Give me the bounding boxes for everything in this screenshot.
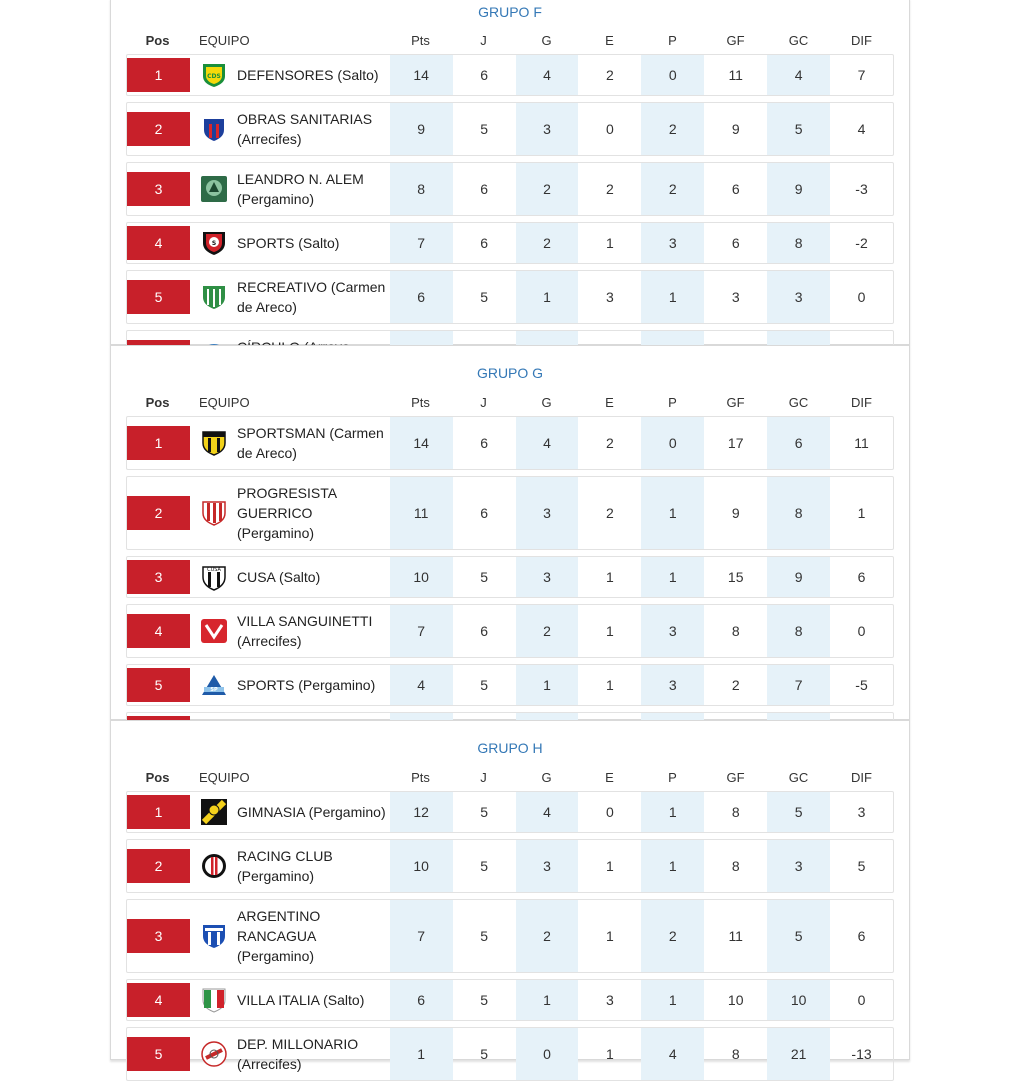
stat-dif: 0 bbox=[857, 992, 866, 1008]
header-j: J bbox=[480, 32, 487, 48]
stat-j: 6 bbox=[480, 623, 488, 639]
stat-e: 2 bbox=[606, 67, 614, 83]
stat-pts: 4 bbox=[390, 665, 453, 705]
header-team: EQUIPO bbox=[199, 769, 250, 785]
position-cell bbox=[127, 557, 190, 597]
stat-gf: 8 bbox=[731, 1046, 740, 1062]
stat-gc: 8 bbox=[767, 477, 830, 549]
team-name: VILLA SANGUINETTI (Arrecifes) bbox=[237, 613, 373, 649]
position-badge: 4 bbox=[127, 226, 190, 260]
stat-p: 0 bbox=[641, 417, 704, 469]
stat-gf: 3 bbox=[731, 289, 740, 305]
position-badge: 5 bbox=[127, 280, 190, 314]
stat-p: 2 bbox=[641, 900, 704, 972]
table-row[interactable] bbox=[126, 162, 894, 216]
stat-e: 2 bbox=[606, 435, 614, 451]
table-header bbox=[126, 763, 894, 791]
group-title: GRUPO H bbox=[477, 740, 543, 756]
racing-crest-icon bbox=[200, 852, 228, 880]
header-pos: Pos bbox=[145, 769, 170, 785]
header-j: J bbox=[480, 769, 487, 785]
standings-rows bbox=[111, 54, 909, 384]
stat-gf: 8 bbox=[731, 623, 740, 639]
header-dif: DIF bbox=[851, 769, 872, 785]
header-pos: Pos bbox=[145, 394, 170, 410]
villa-italia-crest-icon bbox=[200, 986, 228, 1014]
stat-p: 2 bbox=[641, 103, 704, 155]
position-badge: 2 bbox=[127, 496, 190, 530]
stat-j: 5 bbox=[480, 992, 488, 1008]
stat-e: 2 bbox=[606, 505, 614, 521]
header-gf: GF bbox=[726, 32, 745, 48]
svg-text:CDS: CDS bbox=[207, 73, 221, 80]
stat-gc: 7 bbox=[767, 665, 830, 705]
stat-gc: 5 bbox=[767, 792, 830, 832]
stat-p: 2 bbox=[641, 163, 704, 215]
stat-p: 1 bbox=[641, 271, 704, 323]
team-name: LEANDRO N. ALEM (Pergamino) bbox=[237, 171, 364, 207]
position-cell bbox=[127, 477, 190, 549]
stat-gc: 3 bbox=[767, 271, 830, 323]
stat-gf: 9 bbox=[731, 505, 740, 521]
stat-pts: 7 bbox=[390, 605, 453, 657]
stat-g: 1 bbox=[516, 271, 579, 323]
header-g: G bbox=[541, 769, 552, 785]
table-row[interactable] bbox=[126, 54, 894, 96]
stat-e: 3 bbox=[606, 992, 614, 1008]
stat-dif: 6 bbox=[857, 569, 866, 585]
recreativo-crest-icon bbox=[200, 283, 228, 311]
stat-gc: 5 bbox=[767, 900, 830, 972]
position-cell bbox=[127, 271, 190, 323]
stat-gc: 3 bbox=[767, 840, 830, 892]
stat-pts: 14 bbox=[390, 417, 453, 469]
stat-gc: 10 bbox=[767, 980, 830, 1020]
stat-g: 3 bbox=[516, 103, 579, 155]
stat-g: 3 bbox=[516, 477, 579, 549]
stat-gc: 21 bbox=[767, 1028, 830, 1080]
table-header bbox=[126, 388, 894, 416]
header-team: EQUIPO bbox=[199, 394, 250, 410]
position-badge: 3 bbox=[127, 919, 190, 953]
header-g: G bbox=[541, 394, 552, 410]
argentino-rancagua-crest-icon bbox=[200, 922, 228, 950]
position-badge: 1 bbox=[127, 58, 190, 92]
team-name: OBRAS SANITARIAS (Arrecifes) bbox=[237, 111, 373, 147]
stat-gf: 17 bbox=[727, 435, 744, 451]
table-header bbox=[126, 26, 894, 54]
stat-j: 6 bbox=[480, 181, 488, 197]
team-cell bbox=[190, 103, 390, 155]
stat-gc: 9 bbox=[767, 557, 830, 597]
stat-e: 1 bbox=[606, 569, 614, 585]
stat-p: 1 bbox=[641, 792, 704, 832]
stat-gf: 8 bbox=[731, 804, 740, 820]
position-badge: 1 bbox=[127, 426, 190, 460]
stat-j: 5 bbox=[480, 804, 488, 820]
position-badge: 3 bbox=[127, 172, 190, 206]
stat-p: 3 bbox=[641, 605, 704, 657]
leandro-alem-crest-icon bbox=[200, 175, 228, 203]
stat-gf: 11 bbox=[728, 928, 743, 944]
stat-e: 0 bbox=[606, 804, 614, 820]
group-card-grupo-g bbox=[110, 345, 910, 720]
stat-dif: 3 bbox=[857, 804, 866, 820]
header-pts: Pts bbox=[411, 32, 430, 48]
table-row[interactable] bbox=[126, 664, 894, 706]
sports-salto-crest-icon bbox=[200, 229, 228, 257]
table-row[interactable] bbox=[126, 270, 894, 324]
header-gf: GF bbox=[726, 394, 745, 410]
svg-text:S: S bbox=[211, 240, 217, 247]
team-cell bbox=[190, 605, 390, 657]
position-cell bbox=[127, 605, 190, 657]
stat-pts: 12 bbox=[390, 792, 453, 832]
stat-p: 4 bbox=[641, 1028, 704, 1080]
team-cell bbox=[190, 55, 390, 95]
stat-e: 3 bbox=[606, 289, 614, 305]
table-row[interactable] bbox=[126, 604, 894, 658]
group-card-grupo-h bbox=[110, 720, 910, 1072]
stat-p: 3 bbox=[641, 223, 704, 263]
stat-gf: 2 bbox=[731, 677, 740, 693]
stat-pts: 10 bbox=[390, 557, 453, 597]
header-team: EQUIPO bbox=[199, 32, 250, 48]
position-badge: 2 bbox=[127, 849, 190, 883]
position-cell bbox=[127, 980, 190, 1020]
team-cell bbox=[190, 271, 390, 323]
stat-j: 6 bbox=[480, 235, 488, 251]
sports-pergamino-crest-icon bbox=[200, 671, 228, 699]
stat-j: 6 bbox=[480, 505, 488, 521]
stat-e: 2 bbox=[606, 181, 614, 197]
stat-g: 2 bbox=[516, 900, 579, 972]
stat-dif: 0 bbox=[857, 289, 866, 305]
stat-j: 5 bbox=[480, 858, 488, 874]
table-row[interactable] bbox=[126, 556, 894, 598]
stat-pts: 1 bbox=[390, 1028, 453, 1080]
stat-gf: 11 bbox=[728, 67, 743, 83]
table-row[interactable] bbox=[126, 1027, 894, 1081]
team-cell bbox=[190, 792, 390, 832]
header-pts: Pts bbox=[411, 769, 430, 785]
stat-j: 6 bbox=[480, 435, 488, 451]
stat-j: 5 bbox=[480, 928, 488, 944]
header-dif: DIF bbox=[851, 32, 872, 48]
stat-gf: 9 bbox=[731, 121, 740, 137]
villa-sanguinetti-crest-icon bbox=[200, 617, 228, 645]
stat-dif: -13 bbox=[851, 1046, 872, 1062]
table-row[interactable] bbox=[126, 102, 894, 156]
header-e: E bbox=[605, 32, 614, 48]
header-gc: GC bbox=[788, 769, 809, 785]
team-cell bbox=[190, 557, 390, 597]
stat-gc: 8 bbox=[767, 605, 830, 657]
stat-j: 6 bbox=[480, 67, 488, 83]
stat-e: 1 bbox=[606, 928, 614, 944]
stat-e: 1 bbox=[606, 1046, 614, 1062]
team-cell bbox=[190, 840, 390, 892]
progresista-crest-icon bbox=[200, 499, 228, 527]
stat-dif: 7 bbox=[857, 67, 866, 83]
stat-gf: 6 bbox=[731, 235, 740, 251]
stat-dif: 4 bbox=[857, 121, 866, 137]
position-cell bbox=[127, 1028, 190, 1080]
stat-g: 2 bbox=[516, 163, 579, 215]
table-row[interactable] bbox=[126, 839, 894, 893]
position-badge: 1 bbox=[127, 795, 190, 829]
stat-e: 0 bbox=[606, 121, 614, 137]
stat-g: 3 bbox=[516, 840, 579, 892]
sportsman-crest-icon bbox=[200, 429, 228, 457]
svg-text:CUSA: CUSA bbox=[207, 567, 221, 573]
standings-rows bbox=[111, 416, 909, 754]
stat-j: 5 bbox=[480, 569, 488, 585]
stat-dif: 0 bbox=[857, 623, 866, 639]
header-p: P bbox=[668, 769, 677, 785]
team-cell bbox=[190, 980, 390, 1020]
position-badge: 4 bbox=[127, 614, 190, 648]
header-p: P bbox=[668, 394, 677, 410]
stat-p: 1 bbox=[641, 477, 704, 549]
position-badge: 4 bbox=[127, 983, 190, 1017]
stat-g: 2 bbox=[516, 223, 579, 263]
stat-pts: 7 bbox=[390, 900, 453, 972]
header-pts: Pts bbox=[411, 394, 430, 410]
header-e: E bbox=[605, 394, 614, 410]
position-cell bbox=[127, 417, 190, 469]
cusa-crest-icon bbox=[200, 563, 228, 591]
stat-pts: 6 bbox=[390, 271, 453, 323]
stat-g: 1 bbox=[516, 665, 579, 705]
table-row[interactable] bbox=[126, 979, 894, 1021]
position-badge: 5 bbox=[127, 1037, 190, 1071]
stat-g: 4 bbox=[516, 55, 579, 95]
header-dif: DIF bbox=[851, 394, 872, 410]
stat-gc: 6 bbox=[767, 417, 830, 469]
header-j: J bbox=[480, 394, 487, 410]
stat-dif: 5 bbox=[857, 858, 866, 874]
header-e: E bbox=[605, 769, 614, 785]
stat-j: 5 bbox=[480, 289, 488, 305]
stat-gf: 15 bbox=[727, 569, 744, 585]
standings-rows bbox=[111, 791, 909, 1081]
team-name: RECREATIVO (Carmen de Areco) bbox=[237, 279, 386, 315]
stat-dif: 11 bbox=[854, 435, 869, 451]
stat-gf: 10 bbox=[727, 992, 744, 1008]
table-row[interactable] bbox=[126, 416, 894, 470]
position-badge: 5 bbox=[127, 668, 190, 702]
team-name: GIMNASIA (Pergamino) bbox=[237, 804, 386, 820]
team-name: VILLA ITALIA (Salto) bbox=[237, 992, 365, 1008]
stat-g: 4 bbox=[516, 792, 579, 832]
stat-gc: 4 bbox=[767, 55, 830, 95]
table-row[interactable] bbox=[126, 791, 894, 833]
stat-dif: 6 bbox=[857, 928, 866, 944]
stat-gf: 6 bbox=[731, 181, 740, 197]
stat-p: 3 bbox=[641, 665, 704, 705]
stat-pts: 8 bbox=[390, 163, 453, 215]
team-name: SPORTS (Pergamino) bbox=[237, 677, 376, 693]
stat-j: 5 bbox=[480, 677, 488, 693]
stat-gc: 8 bbox=[767, 223, 830, 263]
team-name: CUSA (Salto) bbox=[237, 569, 321, 585]
team-name: PROGRESISTA GUERRICO (Pergamino) bbox=[237, 485, 337, 541]
team-cell bbox=[190, 1028, 390, 1080]
stat-e: 1 bbox=[606, 858, 614, 874]
stat-pts: 6 bbox=[390, 980, 453, 1020]
stat-p: 1 bbox=[641, 557, 704, 597]
team-cell bbox=[190, 900, 390, 972]
stat-pts: 7 bbox=[390, 223, 453, 263]
stat-e: 1 bbox=[606, 677, 614, 693]
stat-dif: -5 bbox=[855, 677, 868, 693]
obras-sanitarias-crest-icon bbox=[200, 115, 228, 143]
stat-p: 1 bbox=[641, 980, 704, 1020]
team-cell bbox=[190, 223, 390, 263]
table-row[interactable] bbox=[126, 222, 894, 264]
stat-gc: 9 bbox=[767, 163, 830, 215]
team-name: SPORTS (Salto) bbox=[237, 235, 340, 251]
team-cell bbox=[190, 665, 390, 705]
stat-p: 1 bbox=[641, 840, 704, 892]
header-pos: Pos bbox=[145, 32, 170, 48]
defensores-crest-icon bbox=[200, 61, 228, 89]
team-cell bbox=[190, 417, 390, 469]
stat-g: 2 bbox=[516, 605, 579, 657]
stat-pts: 11 bbox=[390, 477, 453, 549]
stat-pts: 9 bbox=[390, 103, 453, 155]
stat-p: 0 bbox=[641, 55, 704, 95]
position-cell bbox=[127, 665, 190, 705]
stat-e: 1 bbox=[606, 235, 614, 251]
position-cell bbox=[127, 103, 190, 155]
header-g: G bbox=[541, 32, 552, 48]
stat-pts: 10 bbox=[390, 840, 453, 892]
stat-g: 4 bbox=[516, 417, 579, 469]
stat-gf: 8 bbox=[731, 858, 740, 874]
dep-millonario-crest-icon bbox=[200, 1040, 228, 1068]
stat-g: 0 bbox=[516, 1028, 579, 1080]
stat-dif: 1 bbox=[857, 505, 866, 521]
stat-pts: 14 bbox=[390, 55, 453, 95]
position-cell bbox=[127, 223, 190, 263]
header-gf: GF bbox=[726, 769, 745, 785]
position-cell bbox=[127, 840, 190, 892]
team-cell bbox=[190, 163, 390, 215]
position-badge: 3 bbox=[127, 560, 190, 594]
position-cell bbox=[127, 900, 190, 972]
stat-j: 5 bbox=[480, 1046, 488, 1062]
group-title: GRUPO G bbox=[476, 365, 544, 381]
team-cell bbox=[190, 477, 390, 549]
team-name: RACING CLUB (Pergamino) bbox=[237, 848, 333, 884]
group-title: GRUPO F bbox=[478, 4, 542, 20]
stat-dif: -2 bbox=[855, 235, 868, 251]
header-gc: GC bbox=[788, 394, 809, 410]
table-row[interactable] bbox=[126, 899, 894, 973]
team-name: ARGENTINO RANCAGUA (Pergamino) bbox=[237, 908, 321, 964]
team-name: SPORTSMAN (Carmen de Areco) bbox=[237, 425, 384, 461]
team-name: DEFENSORES (Salto) bbox=[237, 67, 379, 83]
svg-text:SP: SP bbox=[210, 687, 218, 693]
stat-gc: 5 bbox=[767, 103, 830, 155]
stat-e: 1 bbox=[606, 623, 614, 639]
header-p: P bbox=[668, 32, 677, 48]
group-card-grupo-f bbox=[110, 0, 910, 345]
header-gc: GC bbox=[788, 32, 809, 48]
gimnasia-crest-icon bbox=[200, 798, 228, 826]
stat-j: 5 bbox=[480, 121, 488, 137]
stat-g: 3 bbox=[516, 557, 579, 597]
table-row[interactable] bbox=[126, 476, 894, 550]
stat-dif: -3 bbox=[855, 181, 868, 197]
stat-g: 1 bbox=[516, 980, 579, 1020]
position-badge: 2 bbox=[127, 112, 190, 146]
position-cell bbox=[127, 163, 190, 215]
position-cell bbox=[127, 792, 190, 832]
position-cell bbox=[127, 55, 190, 95]
team-name: DEP. MILLONARIO (Arrecifes) bbox=[237, 1036, 359, 1072]
